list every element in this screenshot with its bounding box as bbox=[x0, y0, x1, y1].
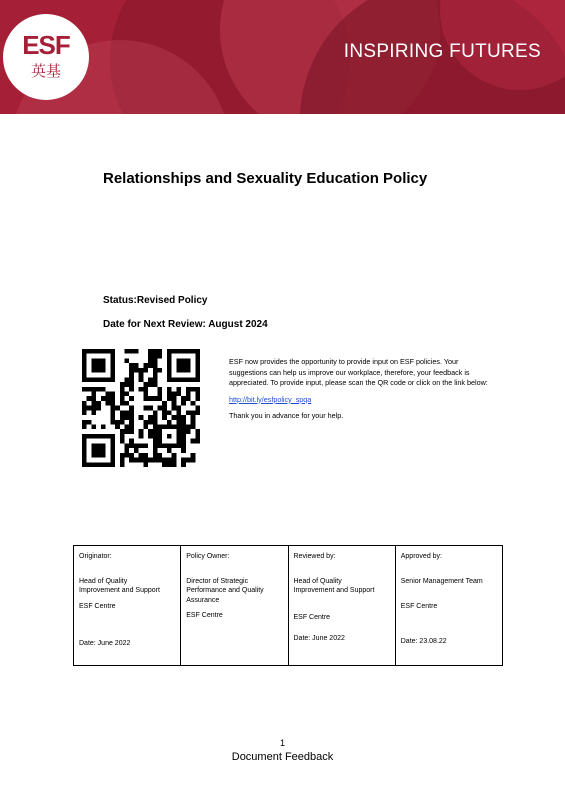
originator-date: Date: June 2022 bbox=[79, 640, 131, 647]
feedback-block bbox=[229, 357, 489, 428]
policy-owner-role-2: Performance and Quality bbox=[186, 587, 264, 594]
document-feedback-label: Document Feedback bbox=[231, 751, 334, 763]
reviewed-by-cell bbox=[288, 546, 395, 666]
document-title: Relationships and Sexuality Education Policy bbox=[103, 170, 428, 187]
feedback-link[interactable]: http://bit.ly/esfpolicy_spqa bbox=[229, 394, 312, 404]
reviewed-by-heading: Reviewed by: bbox=[293, 553, 336, 560]
policy-owner-heading: Policy Owner: bbox=[186, 553, 230, 560]
approved-by-org: ESF Centre bbox=[400, 603, 438, 610]
next-review-line: Date for Next Review: August 2024 bbox=[103, 319, 268, 330]
policy-owner-role-1: Director of Strategic bbox=[186, 577, 249, 585]
approvals-row bbox=[74, 546, 503, 666]
approved-by-cell bbox=[395, 546, 502, 666]
policy-owner-role-3: Assurance bbox=[186, 596, 220, 604]
logo-text-en: ESF bbox=[22, 30, 70, 60]
status-line: Status:Revised Policy bbox=[103, 295, 208, 306]
header-banner bbox=[0, 0, 565, 114]
policy-owner-cell bbox=[181, 546, 288, 666]
reviewed-by-date: Date: June 2022 bbox=[293, 635, 345, 642]
reviewed-by-role-2: Improvement and Support bbox=[293, 587, 375, 594]
approvals-table bbox=[73, 545, 503, 666]
originator-role-2: Improvement and Support bbox=[79, 587, 160, 594]
originator-role-1: Head of Quality bbox=[79, 577, 128, 585]
originator-cell bbox=[74, 546, 181, 666]
feedback-thanks: Thank you in advance for your help. bbox=[229, 411, 344, 420]
approved-by-date: Date: 23.08.22 bbox=[400, 637, 447, 645]
reviewed-by-org: ESF Centre bbox=[293, 613, 331, 621]
originator-org: ESF Centre bbox=[79, 602, 116, 610]
approved-by-heading: Approved by: bbox=[400, 553, 442, 560]
tagline: INSPIRING FUTURES bbox=[343, 41, 541, 62]
logo-text-zh: 英基 bbox=[30, 62, 61, 80]
policy-owner-org: ESF Centre bbox=[186, 612, 223, 619]
qr-code[interactable] bbox=[82, 349, 200, 467]
reviewed-by-role-1: Head of Quality bbox=[293, 577, 342, 585]
originator-heading: Originator: bbox=[79, 553, 112, 560]
page-number: 1 bbox=[279, 738, 285, 748]
feedback-text: ESF now provides the opportunity to provide input on ESF policies. Your suggestions can help us improve our workplace, therefore, your feedback is appreciated. To provide input, please scan the QR code or click on the link below: bbox=[229, 357, 488, 387]
approved-by-role-1: Senior Management Team bbox=[400, 577, 483, 585]
esf-logo[interactable] bbox=[3, 14, 89, 100]
